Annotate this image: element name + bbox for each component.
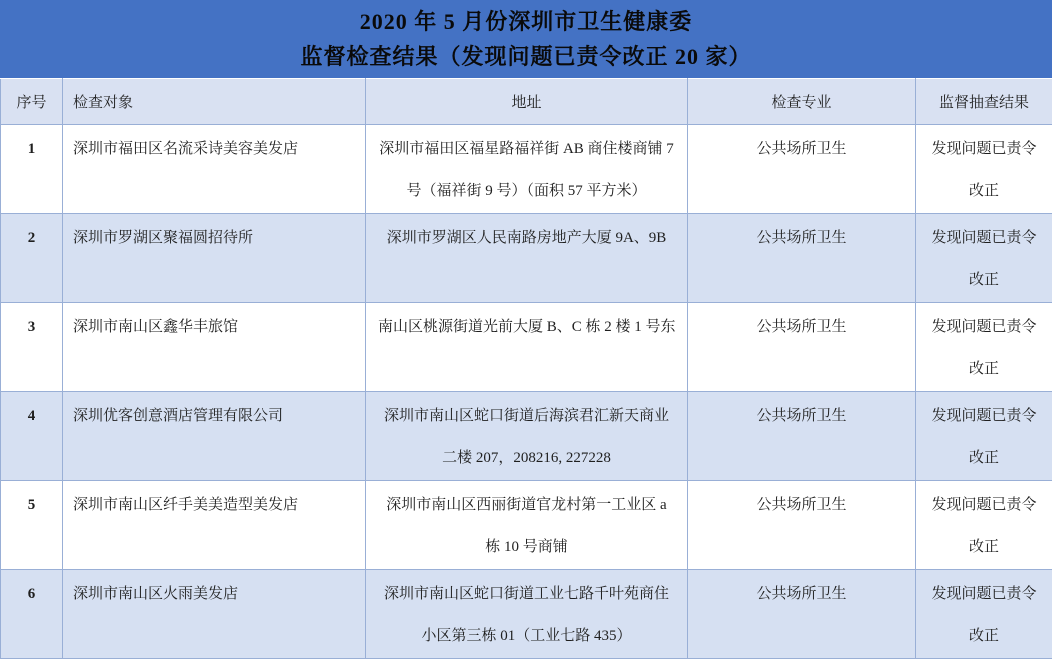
cell-address bbox=[366, 570, 688, 659]
result-line: 改正 bbox=[924, 348, 1044, 390]
table-row bbox=[1, 214, 1052, 303]
cell-result bbox=[916, 570, 1052, 659]
header-row bbox=[1, 79, 1052, 125]
result-line: 发现问题已责令 bbox=[924, 484, 1044, 526]
cell-result bbox=[916, 214, 1052, 303]
cell-address bbox=[366, 214, 688, 303]
cell-serial-no: 4 bbox=[1, 392, 63, 481]
cell-inspection-target: 深圳市罗湖区聚福圆招待所 bbox=[63, 214, 366, 303]
cell-result bbox=[916, 303, 1052, 392]
cell-specialty: 公共场所卫生 bbox=[688, 481, 916, 570]
cell-inspection-target: 深圳市福田区名流采诗美容美发店 bbox=[63, 125, 366, 214]
cell-inspection-target: 深圳市南山区鑫华丰旅馆 bbox=[63, 303, 366, 392]
column-header-address: 地址 bbox=[366, 79, 688, 125]
column-header-serial-no: 序号 bbox=[1, 79, 63, 125]
address-line: 深圳市罗湖区人民南路房地产大厦 9A、9B bbox=[378, 217, 675, 259]
cell-specialty: 公共场所卫生 bbox=[688, 303, 916, 392]
cell-address bbox=[366, 392, 688, 481]
title-line-1: 2020 年 5 月份深圳市卫生健康委 bbox=[360, 4, 693, 39]
column-header-specialty: 检查专业 bbox=[688, 79, 916, 125]
address-line: 深圳市南山区蛇口街道工业七路千叶苑商住 bbox=[378, 573, 675, 615]
result-line: 发现问题已责令 bbox=[924, 573, 1044, 615]
result-line: 改正 bbox=[924, 259, 1044, 301]
result-line: 改正 bbox=[924, 170, 1044, 212]
cell-inspection-target: 深圳优客创意酒店管理有限公司 bbox=[63, 392, 366, 481]
address-line: 小区第三栋 01（工业七路 435） bbox=[378, 615, 675, 657]
address-line: 二楼 207，208216, 227228 bbox=[378, 437, 675, 479]
cell-serial-no: 2 bbox=[1, 214, 63, 303]
table-row bbox=[1, 481, 1052, 570]
address-line: 号（福祥街 9 号）（面积 57 平方米） bbox=[378, 170, 675, 212]
cell-specialty: 公共场所卫生 bbox=[688, 214, 916, 303]
cell-address bbox=[366, 303, 688, 392]
cell-inspection-target: 深圳市南山区纤手美美造型美发店 bbox=[63, 481, 366, 570]
cell-specialty: 公共场所卫生 bbox=[688, 392, 916, 481]
cell-specialty: 公共场所卫生 bbox=[688, 125, 916, 214]
result-line: 改正 bbox=[924, 437, 1044, 479]
result-line: 改正 bbox=[924, 615, 1044, 657]
cell-serial-no: 5 bbox=[1, 481, 63, 570]
cell-serial-no: 6 bbox=[1, 570, 63, 659]
inspection-results-table bbox=[0, 78, 1052, 659]
cell-address bbox=[366, 125, 688, 214]
cell-specialty: 公共场所卫生 bbox=[688, 570, 916, 659]
cell-inspection-target: 深圳市南山区火雨美发店 bbox=[63, 570, 366, 659]
result-line: 发现问题已责令 bbox=[924, 395, 1044, 437]
table-row bbox=[1, 392, 1052, 481]
document-title-banner bbox=[0, 0, 1052, 78]
table-row bbox=[1, 125, 1052, 214]
address-line: 深圳市南山区蛇口街道后海滨君汇新天商业 bbox=[378, 395, 675, 437]
address-line: 深圳市南山区西丽街道官龙村第一工业区 a bbox=[378, 484, 675, 526]
result-line: 改正 bbox=[924, 526, 1044, 568]
address-line: 栋 10 号商铺 bbox=[378, 526, 675, 568]
column-header-inspection-target: 检查对象 bbox=[63, 79, 366, 125]
result-line: 发现问题已责令 bbox=[924, 217, 1044, 259]
column-header-result: 监督抽查结果 bbox=[916, 79, 1052, 125]
address-line: 深圳市福田区福星路福祥街 AB 商住楼商铺 7 bbox=[378, 128, 675, 170]
result-line: 发现问题已责令 bbox=[924, 128, 1044, 170]
cell-serial-no: 1 bbox=[1, 125, 63, 214]
cell-address bbox=[366, 481, 688, 570]
cell-serial-no: 3 bbox=[1, 303, 63, 392]
table-row bbox=[1, 303, 1052, 392]
cell-result bbox=[916, 125, 1052, 214]
title-line-2: 监督检查结果（发现问题已责令改正 20 家） bbox=[300, 39, 751, 74]
result-line: 发现问题已责令 bbox=[924, 306, 1044, 348]
cell-result bbox=[916, 481, 1052, 570]
cell-result bbox=[916, 392, 1052, 481]
address-line: 南山区桃源街道光前大厦 B、C 栋 2 楼 1 号东 bbox=[378, 306, 675, 348]
table-row bbox=[1, 570, 1052, 659]
